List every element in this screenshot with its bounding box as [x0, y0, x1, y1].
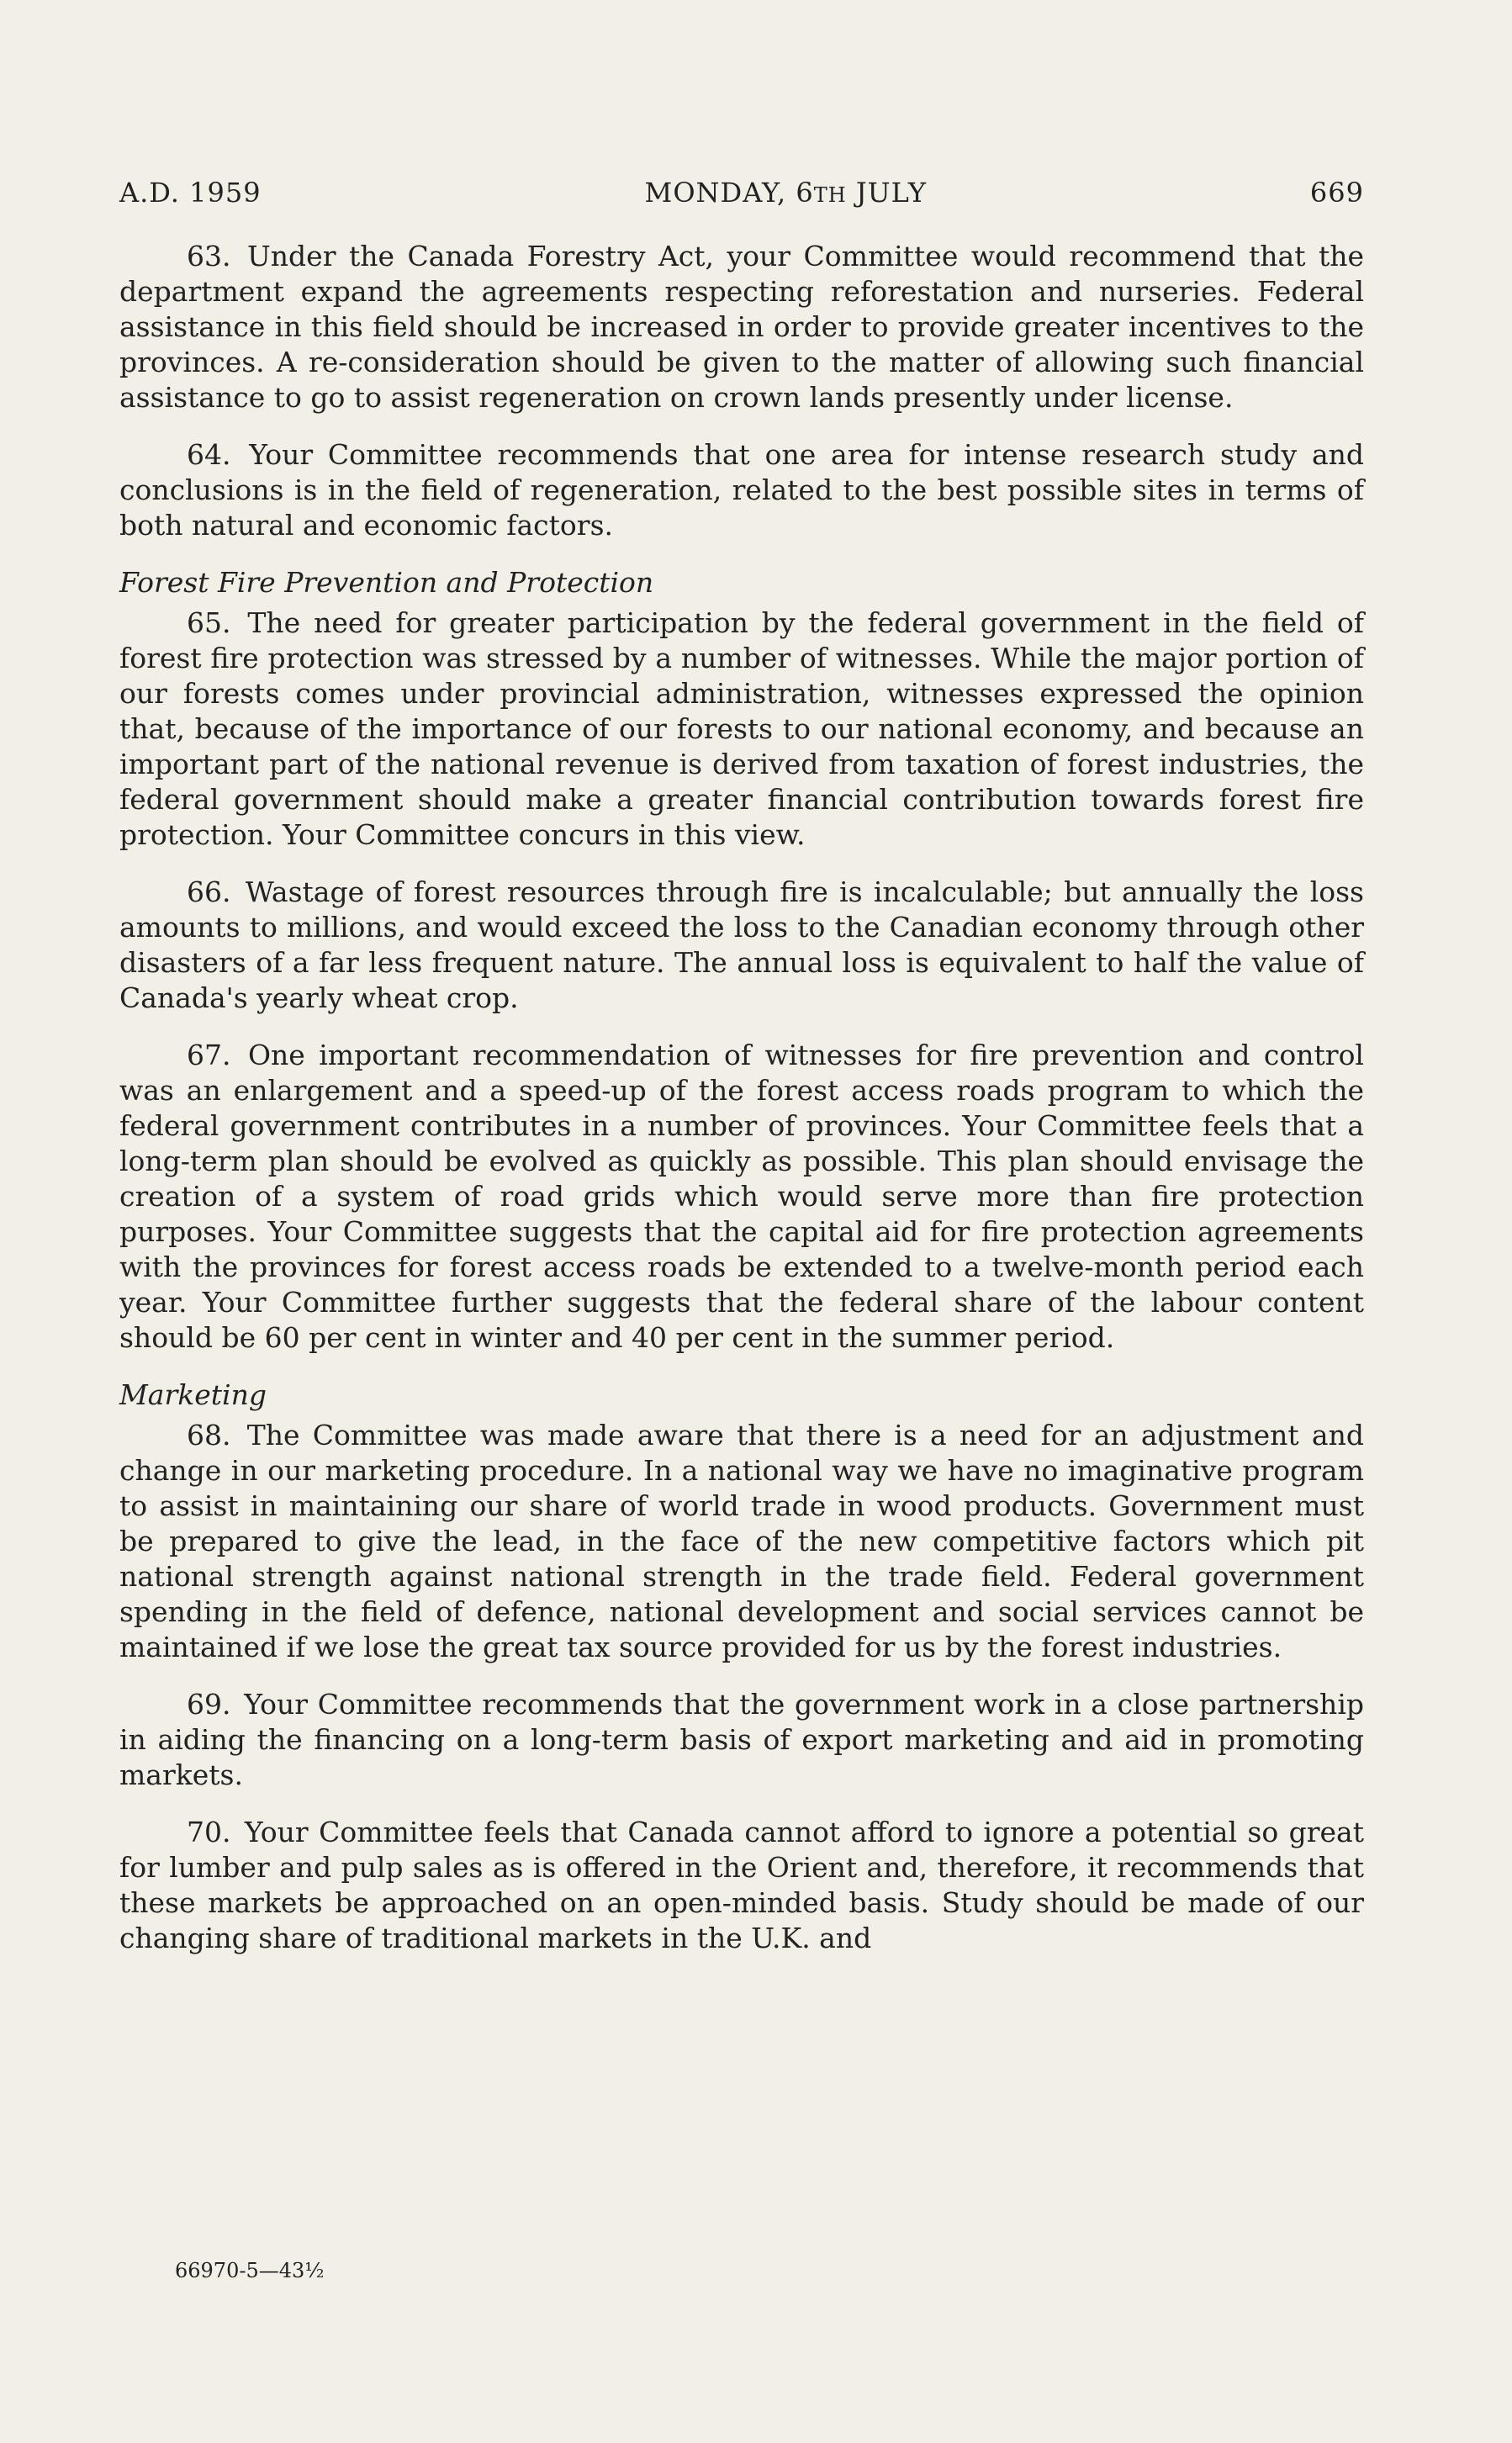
- paragraph-text: The Committee was made aware that there is a need for an adjustment and change in our marketing procedure. In a national way we have no imaginative program to assist in maintaining our share of world trade in wood products. Government must be prepared to give the lead, in the face of the new competitive factors which pit national strength against national strength in the trade field. Federal government spending in the field of defence, national development and social services cannot be maintained if we lose the great tax source provided for us by the forest industries.: [119, 1419, 1364, 1663]
- paragraph-number: 63.: [187, 240, 231, 272]
- paragraph-number: 70.: [187, 1816, 231, 1848]
- paragraph-text: Under the Canada Forestry Act, your Committee would recommend that the department expand the agreements respecting reforestation and nurseries. Federal assistance in this field should be increased in order to provide greater incentives to the provinces. A re-consideration should be given to the matter of allowing such financial assistance to go to assist regeneration on crown lands presently under license.: [119, 240, 1364, 414]
- printer-signature: 66970-5—43½: [175, 2259, 325, 2282]
- paragraph-68: [119, 1418, 1364, 1665]
- paragraph-70: [119, 1815, 1364, 1956]
- paragraph-text: Wastage of forest resources through fire is incalculable; but annually the loss amounts to millions, and would exceed the loss to the Canadian economy through other disasters of a far less frequent nature. The annual loss is equivalent to half the value of Canada's yearly wheat crop.: [119, 875, 1364, 1014]
- paragraph-number: 66.: [187, 875, 231, 908]
- paragraph-63: [119, 239, 1364, 415]
- paragraph-64: [119, 437, 1364, 543]
- paragraph-text: One important recommendation of witnesses for fire prevention and control was an enlargement and a speed-up of the forest access roads program to which the federal government contributes in a number of provinces. Your Committee feels that a long-term plan should be evolved as quickly as possible. This plan should envisage the creation of a system of road grids which would serve more than fire protection purposes. Your Committee suggests that the capital aid for fire protection agreements with the provinces for forest access roads be extended to a twelve-month period each year. Your Committee further suggests that the federal share of the labour content should be 60 per cent in winter and 40 per cent in the summer period.: [119, 1039, 1364, 1354]
- paragraph-number: 67.: [187, 1039, 231, 1071]
- journal-page: [119, 177, 1364, 1978]
- header-date: MONDAY, 6TH JULY: [644, 177, 927, 209]
- paragraph-65: [119, 605, 1364, 853]
- paragraph-text: Your Committee recommends that the government work in a close partnership in aiding the financing on a long-term basis of export marketing and aid in promoting markets.: [119, 1688, 1364, 1791]
- paragraph-text: Your Committee recommends that one area for intense research study and conclusions is in the field of regeneration, related to the best possible sites in terms of both natural and economic factors.: [119, 438, 1364, 542]
- running-header: [119, 177, 1364, 209]
- header-year: A.D. 1959: [119, 177, 262, 209]
- paragraph-number: 64.: [187, 438, 231, 471]
- paragraph-number: 69.: [187, 1688, 231, 1721]
- date-ordinal-suffix: TH: [813, 183, 847, 207]
- paragraph-text: Your Committee feels that Canada cannot afford to ignore a potential so great for lumber and pulp sales as is offered in the Orient and, therefore, it recommends that these markets be approached on an open-minded basis. Study should be made of our changing share of traditional markets in the U.K. and: [119, 1816, 1364, 1954]
- paragraph-66: [119, 875, 1364, 1016]
- section-heading-fire: Forest Fire Prevention and Protection: [119, 566, 654, 599]
- page-number: 669: [1309, 177, 1364, 209]
- paragraph-text: The need for greater participation by the federal government in the field of forest fire protection was stressed by a number of witnesses. While the major portion of our forests comes under provincial administration, witnesses expressed the opinion that, because of the importance of our forests to our national economy, and because an important part of the national revenue is derived from taxation of forest industries, the federal government should make a greater financial contribution towards forest fire protection. Your Committee concurs in this view.: [119, 606, 1364, 851]
- paragraph-number: 68.: [187, 1419, 231, 1452]
- paragraph-number: 65.: [187, 606, 231, 639]
- section-heading-marketing: Marketing: [119, 1378, 267, 1411]
- paragraph-67: [119, 1038, 1364, 1356]
- paragraph-69: [119, 1687, 1364, 1793]
